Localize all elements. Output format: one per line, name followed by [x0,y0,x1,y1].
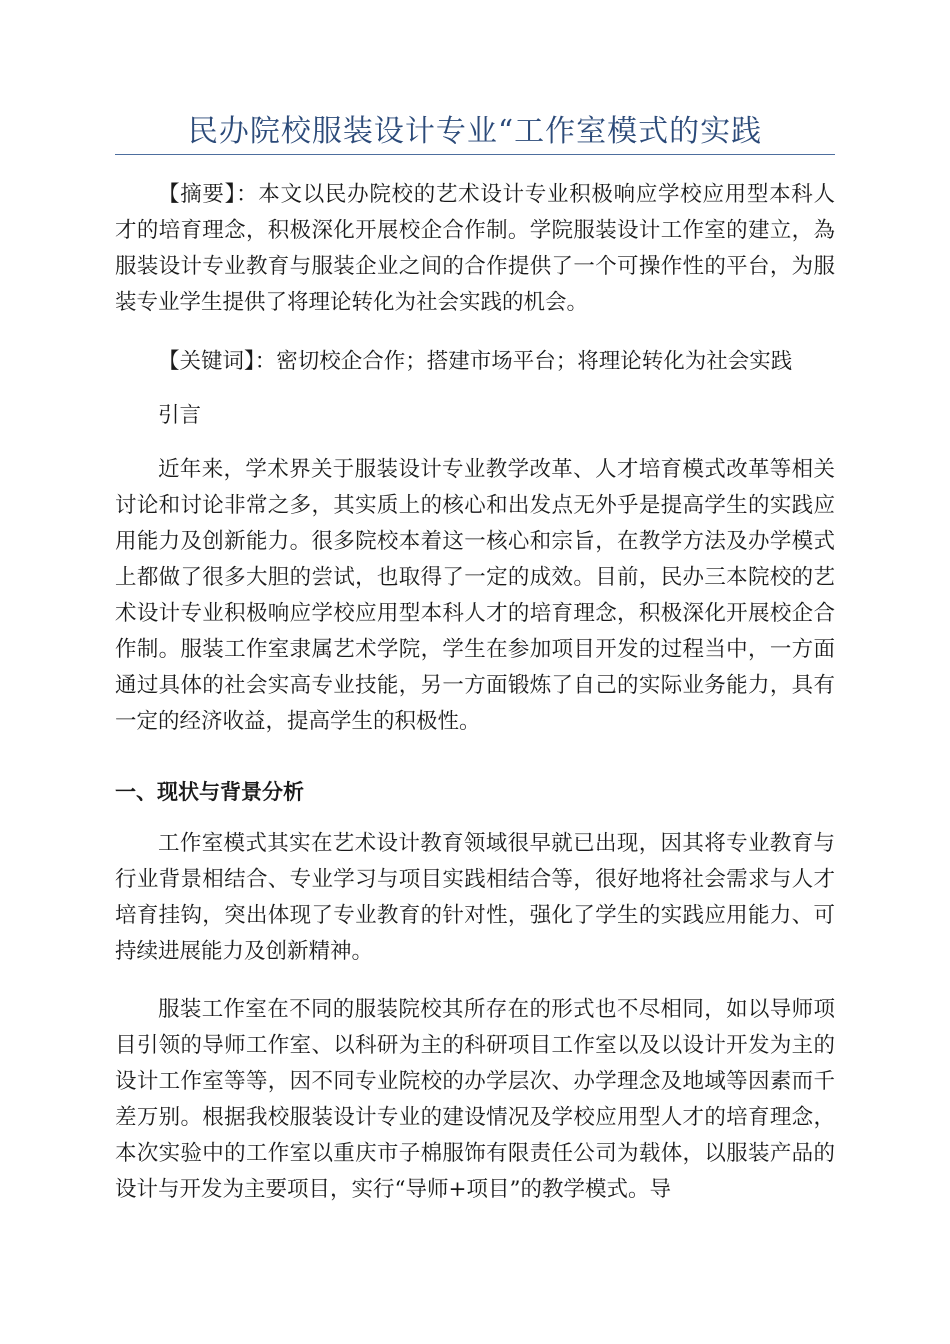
section1-paragraph-1: 工作室模式其实在艺术设计教育领域很早就已出现，因其将专业教育与行业背景相结合、专业学习与项目实践相结合等，很好地将社会需求与人才培育挂钩，突出体现了专业教育的针对性，强化了学生的实践应用能力、可持续进展能力及创新精神。 [115,831,835,964]
document-title: 民办院校服装设计专业“工作室模式的实践 [187,114,763,149]
section1-paragraph-2: 服装工作室在不同的服装院校其所存在的形式也不尽相同，如以导师项目引领的导师工作室、以科研为主的科研项目工作室以及以设计开发为主的设计工作室等等，因不同专业院校的办学层次、办学理念及地域等因素而千差万别。根据我校服装设计专业的建设情况及学校应用型人才的培育理念，本次实验中的工作室以重庆市子棉服饰有限责任公司为载体，以服装产品的设计与开发为主要项目，实行“导师+项目”的教学模式。导 [115,997,835,1202]
intro-heading: 引言 [158,403,202,428]
title-underline [115,154,835,155]
intro-paragraph: 近年来，学术界关于服装设计专业教学改革、人才培育模式改革等相关讨论和讨论非常之多，其实质上的核心和出发点无外乎是提高学生的实践应用能力及创新能力。很多院校本着这一核心和宗旨，在教学方法及办学模式上都做了很多大胆的尝试，也取得了一定的成效。目前，民办三本院校的艺术设计专业积极响应学校应用型本科人才的培育理念，积极深化开展校企合作制。服装工作室隶属艺术学院，学生在参加项目开发的过程当中，一方面通过具体的社会实高专业技能，另一方面锻炼了自己的实际业务能力，具有一定的经济收益，提高学生的积极性。 [115,457,835,734]
abstract-paragraph: 【摘要】：本文以民办院校的艺术设计专业积极响应学校应用型本科人才的培育理念，积极深化开展校企合作制。学院服装设计工作室的建立，為服装设计专业教育与服装企业之间的合作提供了一个可操作性的平台，为服装专业学生提供了将理论转化为社会实践的机会。 [115,182,835,315]
section-heading-status-background: 一、现状与背景分析 [115,780,304,804]
keywords-paragraph: 【关键词】：密切校企合作；搭建市场平台；将理论转化为社会实践 [158,349,793,374]
